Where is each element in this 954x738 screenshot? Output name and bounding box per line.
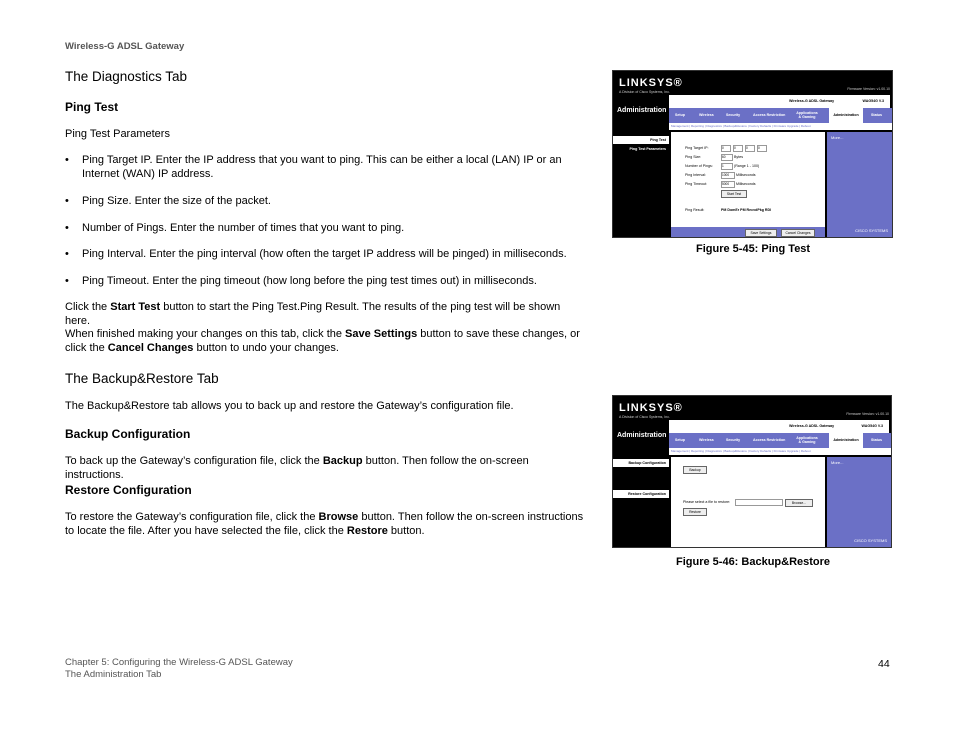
nav-administration[interactable]: Administration [829, 108, 863, 123]
ping-size-unit: Bytes [734, 155, 743, 159]
text-bold: Browse [318, 511, 359, 523]
more-link[interactable]: More... [831, 135, 844, 140]
linksys-logo: LINKSYS® [619, 77, 683, 89]
bullet-number-of-pings [65, 221, 585, 235]
nav-access-restriction[interactable]: Access Restriction [753, 438, 786, 442]
finish-paragraph [65, 327, 585, 355]
ping-interval-unit: Milliseconds [736, 173, 756, 177]
left-tab-restore-config: Restore Configuration [613, 490, 669, 498]
help-panel [827, 457, 891, 547]
ping-params-label: Ping Test Parameters [65, 128, 170, 140]
logo-subtitle: A Division of Cisco Systems, Inc. [619, 90, 670, 94]
product-name: Wireless-G ADSL Gateway [789, 99, 835, 103]
nav-setup[interactable]: Setup [675, 113, 685, 117]
nav-setup[interactable]: Setup [675, 438, 685, 442]
bullet-ping-size [65, 194, 585, 208]
cisco-logo: CISCO SYSTEMS [854, 538, 887, 543]
ping-interval-input[interactable]: 1000 [721, 172, 735, 179]
target-ip-octet-3[interactable]: 0 [745, 145, 755, 152]
backup-button[interactable]: Backup [683, 466, 707, 474]
ping-test-heading: Ping Test [65, 100, 119, 114]
number-of-pings-range: (Range 1 - 100) [734, 164, 760, 168]
start-test-paragraph [65, 300, 585, 328]
text-run: button to undo your changes. [193, 342, 339, 354]
backup-config-heading: Backup Configuration [65, 427, 191, 441]
text-run: button to save these changes, or click the [65, 328, 580, 354]
firmware-version: Firmware Version: v1.00.10 [846, 412, 889, 416]
ping-result-value: PM DomEr PM RecvdPkg RDI [721, 208, 772, 212]
save-settings-button[interactable]: Save Settings [745, 229, 777, 237]
restore-button[interactable]: Restore [683, 508, 707, 516]
nav-applications-gaming[interactable]: Applications & Gaming [796, 436, 818, 444]
sub-nav [669, 123, 892, 130]
model-name: WAG54G V.3 [861, 424, 883, 428]
bullet-text: Number of Pings. Enter the number of times that you want to ping. [82, 222, 405, 234]
text-bold: Restore [346, 525, 388, 537]
page-number: 44 [878, 658, 890, 670]
number-of-pings-label: Number of Pings: [685, 164, 713, 168]
text-bold: Save Settings [345, 328, 418, 340]
backup-restore-title: The Backup&Restore Tab [65, 371, 219, 386]
model-name: WAG54G V.3 [862, 99, 884, 103]
product-bar [669, 95, 890, 108]
restore-config-heading: Restore Configuration [65, 483, 192, 497]
help-panel [827, 132, 892, 237]
target-ip-octet-2[interactable]: 0 [733, 145, 743, 152]
bullet-text: Ping Timeout. Enter the ping timeout (how long before the ping test times out) in milliseconds. [82, 275, 537, 287]
backup-intro: The Backup&Restore tab allows you to back up and restore the Gateway’s configuration file. [65, 400, 514, 412]
backup-paragraph [65, 454, 585, 482]
bullet-dot: • [65, 154, 69, 166]
backup-restore-screenshot [612, 395, 892, 548]
bullet-text: Ping Size. Enter the size of the packet. [82, 195, 271, 207]
bullet-dot: • [65, 222, 69, 234]
admin-label: Administration [617, 432, 667, 439]
ping-size-label: Ping Size: [685, 155, 702, 159]
bullet-ping-interval [65, 247, 585, 261]
ping-size-input[interactable]: 60 [721, 154, 733, 161]
left-panel [613, 132, 669, 237]
text-run: When finished making your changes on this tab, click the [65, 328, 346, 340]
nav-status[interactable]: Status [871, 113, 882, 117]
backup-restore-form [671, 457, 825, 547]
product-name: Wireless-G ADSL Gateway [789, 424, 835, 428]
sub-nav-links[interactable]: Management | Reporting | Diagnostics | Backup&Restore | Factory Defaults | Firmware Upgrade | Reboot [671, 124, 811, 128]
diagnostics-title: The Diagnostics Tab [65, 69, 188, 84]
more-link[interactable]: More... [831, 460, 844, 465]
restore-paragraph [65, 510, 585, 538]
sub-nav [669, 448, 891, 455]
form-footer [671, 227, 825, 237]
bullet-dot: • [65, 248, 69, 260]
text-run: To restore the Gateway’s configuration file, click the [65, 511, 319, 523]
sub-nav-links[interactable]: Management | Reporting | Diagnostics | Backup&Restore | Factory Defaults | Firmware Upgrade | Reboot [671, 449, 811, 453]
admin-label: Administration [617, 107, 667, 114]
text-run: To back up the Gateway’s configuration file, click the [65, 455, 323, 467]
left-panel [613, 457, 669, 547]
text-run: button. Then follow the on-screen instructions to locate the file. After you have selected the file, click the [65, 511, 584, 537]
nav-status[interactable]: Status [871, 438, 882, 442]
ping-timeout-label: Ping Timeout: [685, 182, 707, 186]
bullet-ping-timeout [65, 274, 585, 288]
left-tab-ping-test: Ping Test [613, 136, 669, 144]
nav-wireless[interactable]: Wireless [699, 438, 714, 442]
target-ip-octet-4[interactable]: 0 [757, 145, 767, 152]
ping-timeout-input[interactable]: 5000 [721, 181, 735, 188]
main-nav [669, 433, 891, 448]
figure-5-45-caption: Figure 5-45: Ping Test [696, 243, 811, 255]
browse-button[interactable]: Browse... [785, 499, 813, 507]
text-bold: Start Test [110, 301, 161, 313]
text-run: button. Then follow the on-screen instructions. [65, 455, 529, 481]
firmware-version: Firmware Version: v1.00.10 [847, 87, 890, 91]
target-ip-octet-1[interactable]: 0 [721, 145, 731, 152]
cisco-logo: CISCO SYSTEMS [855, 228, 888, 233]
logo-subtitle: A Division of Cisco Systems, Inc. [619, 415, 670, 419]
bullet-dot: • [65, 195, 69, 207]
footer-section-title: The Administration Tab [65, 669, 162, 680]
ping-result-label: Ping Result: [685, 208, 705, 212]
ping-timeout-unit: Milliseconds [736, 182, 756, 186]
footer-chapter [65, 657, 293, 681]
start-test-button[interactable]: Start Test [721, 190, 747, 198]
text-bold: Cancel Changes [107, 342, 194, 354]
nav-applications-gaming[interactable]: Applications & Gaming [796, 111, 818, 119]
main-nav [669, 108, 892, 123]
running-header: Wireless-G ADSL Gateway [65, 41, 185, 52]
bullet-text: Ping Target IP. Enter the IP address that you want to ping. This can be either a local (LAN) IP or an Internet (WAN) IP address. [82, 154, 562, 180]
ping-test-screenshot [612, 70, 893, 238]
product-bar [669, 420, 889, 433]
ping-form [671, 132, 825, 227]
nav-security[interactable]: Security [726, 113, 741, 117]
select-file-label: Please select a file to restore: [683, 500, 731, 504]
bullet-text: Ping Interval. Enter the ping interval (how often the target IP address will be pinged) in milliseconds. [82, 248, 567, 260]
number-of-pings-input[interactable]: 1 [721, 163, 733, 170]
target-ip-label: Ping Target IP: [685, 146, 709, 150]
linksys-logo: LINKSYS® [619, 402, 683, 414]
nav-access-restriction[interactable]: Access Restriction [753, 113, 786, 117]
cancel-changes-button[interactable]: Cancel Changes [781, 229, 815, 237]
text-bold: Backup [322, 455, 363, 467]
figure-5-46-caption: Figure 5-46: Backup&Restore [676, 556, 831, 568]
nav-administration[interactable]: Administration [829, 433, 863, 448]
ping-interval-label: Ping Interval: [685, 173, 706, 177]
nav-security[interactable]: Security [726, 438, 741, 442]
text-run: button. [387, 525, 425, 537]
left-tab-ping-params: Ping Test Parameters [629, 147, 666, 151]
restore-file-input[interactable] [735, 499, 783, 506]
text-run: button to start the Ping Test.Ping Result. The results of the ping test will be shown here. [65, 301, 561, 327]
left-tab-backup-config: Backup Configuration [613, 459, 669, 467]
footer-chapter-title: Chapter 5: Configuring the Wireless-G ADSL Gateway [65, 657, 293, 668]
nav-wireless[interactable]: Wireless [699, 113, 714, 117]
bullet-target-ip [65, 153, 585, 181]
text-run: Click the [65, 301, 111, 313]
bullet-dot: • [65, 275, 69, 287]
